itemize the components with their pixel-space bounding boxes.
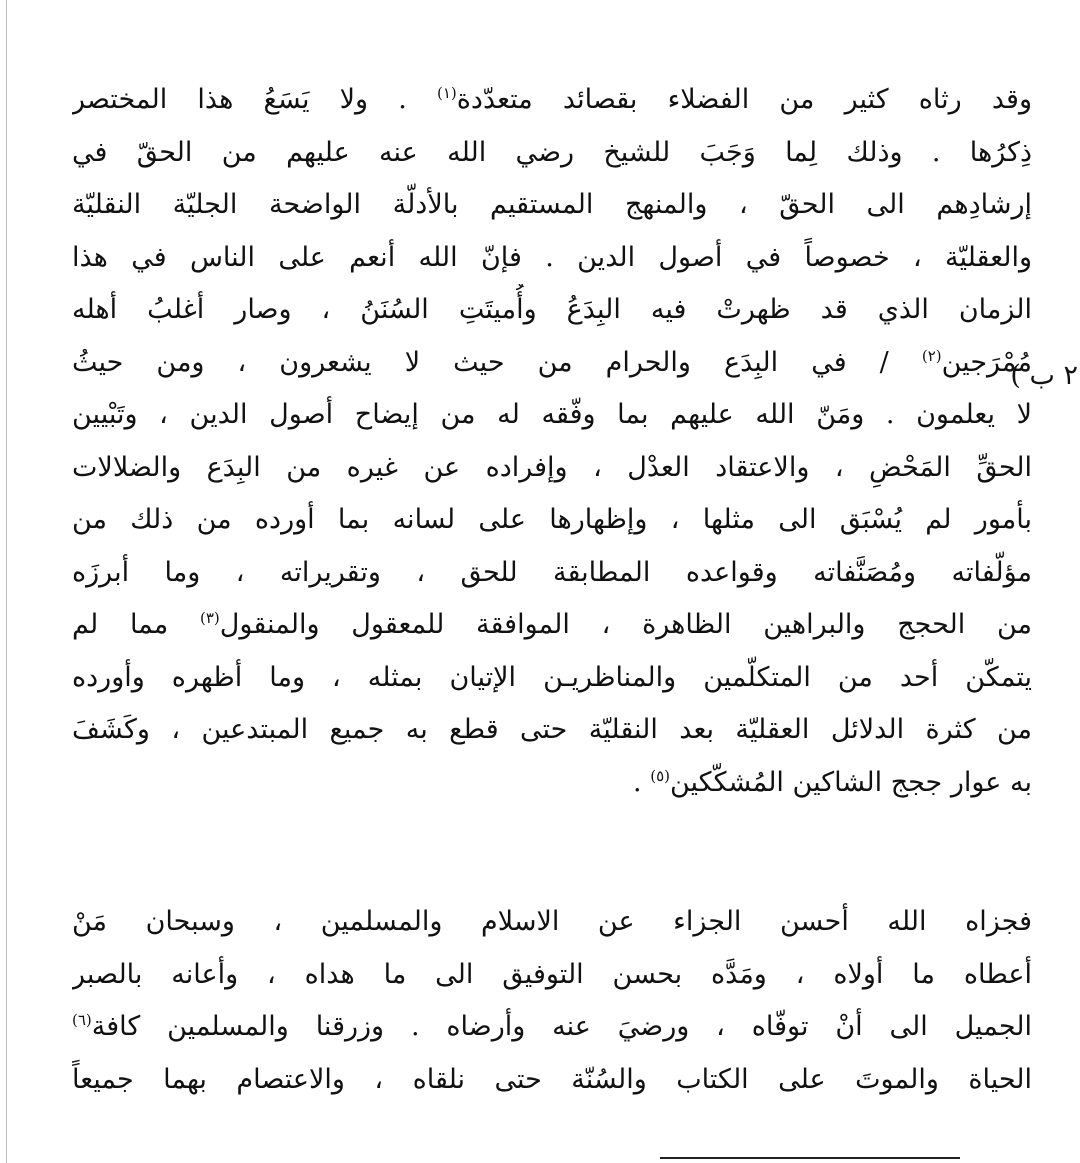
line-text-tail: / في البِدَع والحرام من حيث لا يشعرون ، ومن حيثُ bbox=[72, 346, 922, 378]
text-line: لا يعلمون . ومَنّ الله عليهم بما وفّقه له من إيضاح أصول الدين ، وتَبْيين bbox=[72, 399, 1032, 430]
line-text-tail: . bbox=[633, 766, 651, 798]
line-text-tail: . ولا يَسَعُ هذا المختصر bbox=[72, 84, 437, 115]
paragraph-1 bbox=[72, 74, 1032, 809]
text-line bbox=[72, 599, 1032, 652]
margin-folio-note: ٢ ب ) bbox=[1010, 360, 1078, 391]
text-line: ذِكرُها . وذلك لِما وَجَبَ للشيخ رضي الله عنه عليهم من الحقّ في bbox=[72, 136, 1032, 168]
text-line: والعقليّة ، خصوصاً في أصول الدين . فإنّ الله أنعم على الناس في هذا bbox=[72, 241, 1032, 273]
text-line: الحياة والموتَ على الكتاب والسُنّة حتى نلقاه ، والاعتصام بهما جميعاً bbox=[72, 1063, 1032, 1095]
text-line: فجزاه الله أحسن الجزاء عن الاسلام والمسلمين ، وسبحان مَنْ bbox=[72, 906, 1032, 937]
line-text: وقد رثاه كثير من الفضلاء بقصائد متعدّدة bbox=[456, 84, 1032, 115]
footnote-marker[interactable]: (٦) bbox=[72, 1011, 92, 1029]
text-line: أعطاه ما أولاه ، ومَدَّه بحسن التوفيق الى ما هداه ، وأعانه بالصبر bbox=[72, 958, 1032, 990]
paragraph-2 bbox=[72, 896, 1032, 1106]
footnote-marker[interactable]: (٥) bbox=[650, 766, 670, 785]
text-line: الحقِّ المَحْضِ ، والاعتقاد العدْل ، وإفراده عن غيره من البِدَع والضلالات bbox=[72, 451, 1032, 483]
line-text: به عوار ججج الشاكين المُشكّكين bbox=[669, 766, 1032, 798]
text-line bbox=[72, 1001, 1032, 1054]
text-line: من كثرة الدلائل العقليّة بعد النقليّة حتى قطع به جميع المبتدعين ، وكَشَفَ bbox=[72, 714, 1032, 745]
line-text: الجميل الى أنْ توفّاه ، ورضيَ عنه وأرضاه . وزرقنا والمسلمين كافة bbox=[91, 1011, 1032, 1042]
text-line: يتمكّن أحد من المتكلّمين والمناظريـن الإتيان بمثله ، وما أظهره وأورده bbox=[72, 661, 1032, 693]
page-edge-rule bbox=[6, 0, 7, 1163]
footnote-separator-rule bbox=[660, 1157, 960, 1159]
footnote-marker[interactable]: (٢) bbox=[921, 346, 942, 365]
line-text-tail: مما لم bbox=[72, 609, 200, 640]
text-line bbox=[72, 757, 1032, 810]
line-text: مُمْرَجين bbox=[941, 346, 1032, 378]
footnote-marker[interactable]: (٣) bbox=[200, 609, 220, 627]
text-line bbox=[72, 74, 1032, 127]
line-text: من الحجج والبراهين الظاهرة ، الموافقة للمعقول والمنقول bbox=[219, 609, 1032, 640]
text-line: إرشادِهم الى الحقّ ، والمنهج المستقيم بالأدلّة الواضحة الجليّة النقليّة bbox=[72, 189, 1032, 220]
text-line: بأمور لم يُسْبَق الى مثلها ، وإظهارها على لسانه بما أورده من ذلك من bbox=[72, 504, 1032, 535]
footnote-marker[interactable]: (١) bbox=[437, 84, 457, 102]
text-line: الزمان الذي قد ظهرتْ فيه البِدَعُ وأُميتَتِ السُنَنُ ، وصار أغلبُ أهله bbox=[72, 294, 1032, 325]
text-line bbox=[72, 337, 1032, 390]
text-line: مؤلّفاته ومُصَنَّفاته وقواعده المطابقة للحق ، وتقريراته ، وما أبرزَه bbox=[72, 556, 1032, 588]
